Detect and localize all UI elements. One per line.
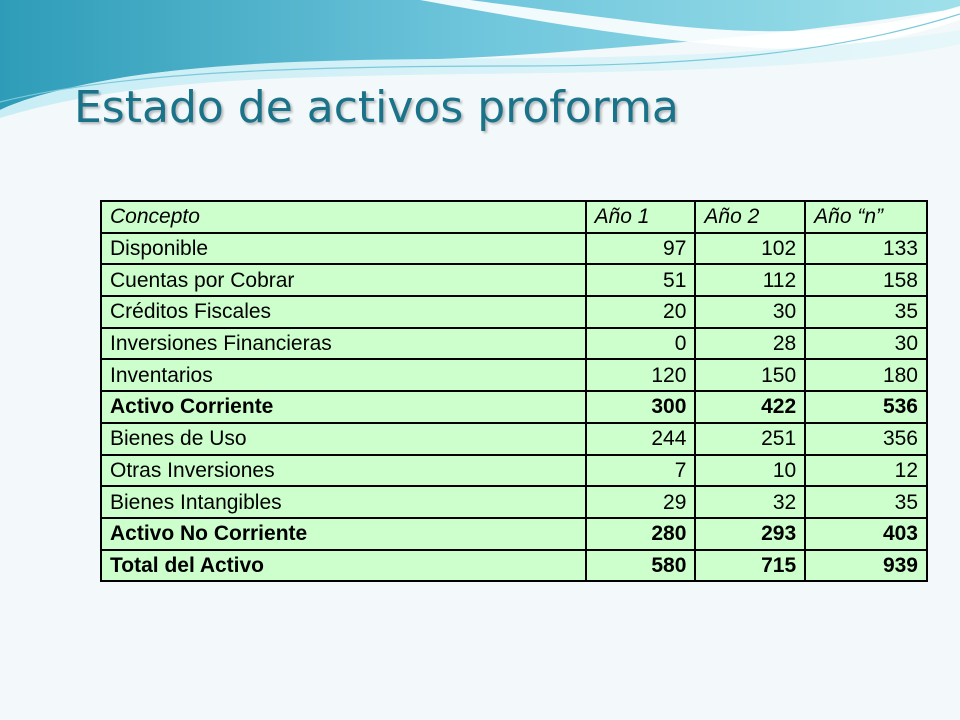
cell-ano-1: 97 xyxy=(586,233,696,265)
cell-ano-2: 251 xyxy=(695,423,805,455)
table-header-row xyxy=(101,201,927,233)
cell-ano-1: 20 xyxy=(586,296,696,328)
cell-ano-1: 580 xyxy=(586,550,696,582)
table-row xyxy=(101,359,927,391)
cell-ano-1: 7 xyxy=(586,455,696,487)
row-label: Inversiones Financieras xyxy=(101,328,586,360)
cell-ano-1: 29 xyxy=(586,486,696,518)
cell-ano-2: 32 xyxy=(695,486,805,518)
row-label: Activo Corriente xyxy=(101,391,586,423)
cell-ano-n: 939 xyxy=(805,550,927,582)
row-label: Activo No Corriente xyxy=(101,518,586,550)
header-concepto: Concepto xyxy=(101,201,586,233)
assets-table xyxy=(100,200,928,582)
total-row xyxy=(101,550,927,582)
cell-ano-2: 10 xyxy=(695,455,805,487)
row-label: Disponible xyxy=(101,233,586,265)
cell-ano-n: 180 xyxy=(805,359,927,391)
row-label: Otras Inversiones xyxy=(101,455,586,487)
cell-ano-n: 403 xyxy=(805,518,927,550)
cell-ano-n: 158 xyxy=(805,264,927,296)
table-row xyxy=(101,455,927,487)
header-ano-n: Año “n” xyxy=(805,201,927,233)
cell-ano-1: 244 xyxy=(586,423,696,455)
header-ano-2: Año 2 xyxy=(695,201,805,233)
row-label: Bienes de Uso xyxy=(101,423,586,455)
cell-ano-2: 30 xyxy=(695,296,805,328)
cell-ano-2: 422 xyxy=(695,391,805,423)
cell-ano-1: 0 xyxy=(586,328,696,360)
header-ano-1: Año 1 xyxy=(586,201,696,233)
cell-ano-n: 12 xyxy=(805,455,927,487)
subtotal-row xyxy=(101,391,927,423)
table-row xyxy=(101,296,927,328)
table-row xyxy=(101,328,927,360)
cell-ano-2: 112 xyxy=(695,264,805,296)
cell-ano-n: 35 xyxy=(805,296,927,328)
table-row xyxy=(101,264,927,296)
table-row xyxy=(101,486,927,518)
cell-ano-n: 133 xyxy=(805,233,927,265)
table-row xyxy=(101,423,927,455)
subtotal-row xyxy=(101,518,927,550)
cell-ano-n: 536 xyxy=(805,391,927,423)
cell-ano-2: 293 xyxy=(695,518,805,550)
cell-ano-2: 102 xyxy=(695,233,805,265)
cell-ano-1: 280 xyxy=(586,518,696,550)
row-label: Total del Activo xyxy=(101,550,586,582)
row-label: Bienes Intangibles xyxy=(101,486,586,518)
row-label: Inventarios xyxy=(101,359,586,391)
cell-ano-1: 120 xyxy=(586,359,696,391)
slide-title: Estado de activos proforma xyxy=(74,82,679,133)
cell-ano-1: 51 xyxy=(586,264,696,296)
cell-ano-n: 30 xyxy=(805,328,927,360)
cell-ano-2: 715 xyxy=(695,550,805,582)
cell-ano-n: 356 xyxy=(805,423,927,455)
row-label: Créditos Fiscales xyxy=(101,296,586,328)
row-label: Cuentas por Cobrar xyxy=(101,264,586,296)
cell-ano-n: 35 xyxy=(805,486,927,518)
cell-ano-2: 28 xyxy=(695,328,805,360)
cell-ano-2: 150 xyxy=(695,359,805,391)
cell-ano-1: 300 xyxy=(586,391,696,423)
table-row xyxy=(101,233,927,265)
